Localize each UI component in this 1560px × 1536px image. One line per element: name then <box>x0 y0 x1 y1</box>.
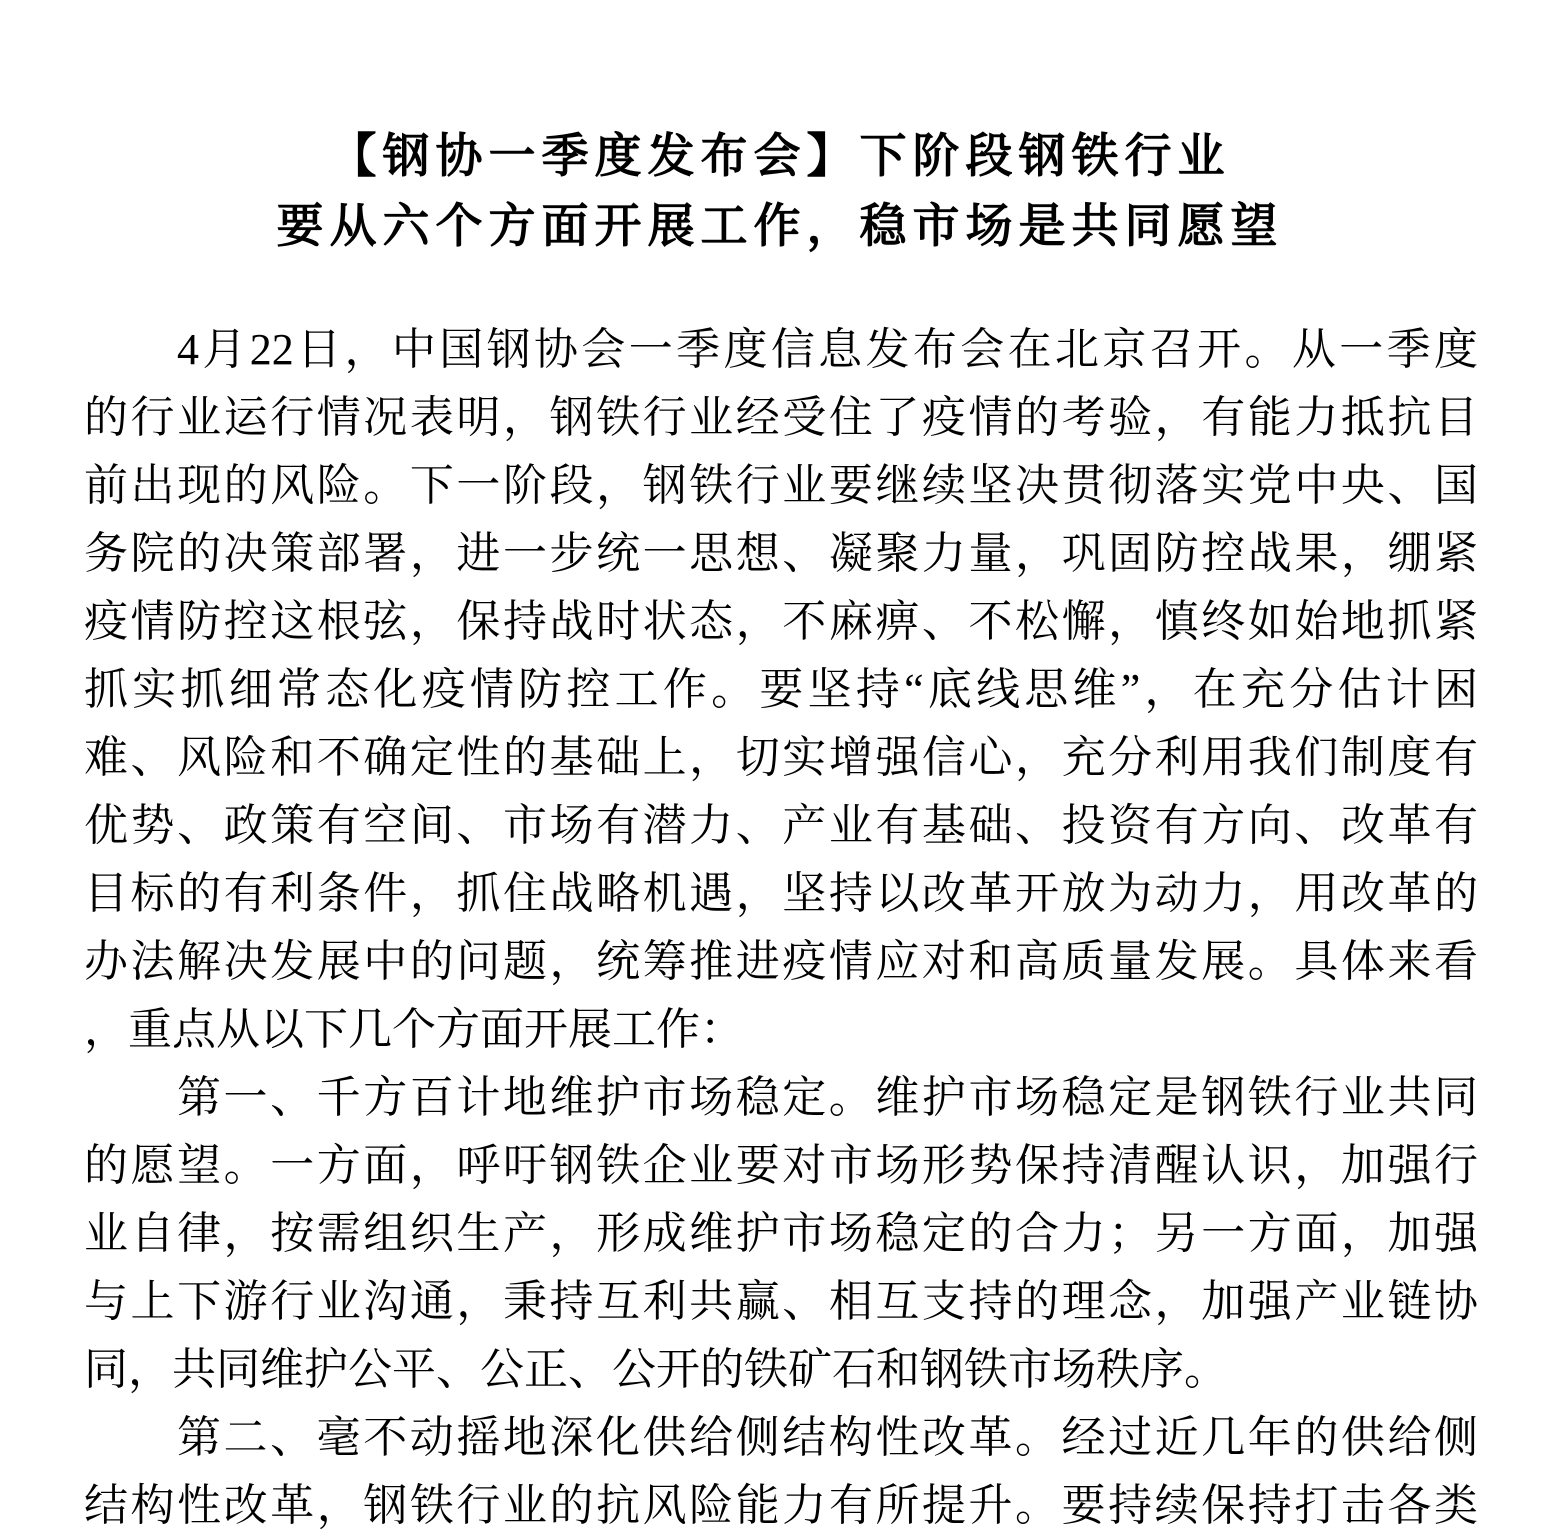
title-line-1: 【钢协一季度发布会】下阶段钢铁行业 <box>329 131 1231 183</box>
text-line: ，重点从以下几个方面开展工作： <box>84 1005 744 1054</box>
document-title <box>0 122 1560 262</box>
text-line: 办法解决发展中的问题，统筹推进疫情应对和高质量发展。具体来看 <box>84 937 1478 986</box>
document-body <box>84 316 1478 1536</box>
text-line: 结构性改革，钢铁行业的抗风险能力有所提升。要持续保持打击各类 <box>84 1481 1478 1530</box>
text-line: 目标的有利条件，抓住战略机遇，坚持以改革开放为动力，用改革的 <box>84 869 1478 918</box>
text-line: 第一、千方百计地维护市场稳定。维护市场稳定是钢铁行业共同 <box>177 1073 1478 1122</box>
text-line: 的行业运行情况表明，钢铁行业经受住了疫情的考验，有能力抵抗目 <box>84 393 1478 442</box>
title-line-2: 要从六个方面开展工作，稳市场是共同愿望 <box>276 201 1284 253</box>
text-line: 难、风险和不确定性的基础上，切实增强信心，充分利用我们制度有 <box>84 733 1478 782</box>
text-line: 的愿望。一方面，呼吁钢铁企业要对市场形势保持清醒认识，加强行 <box>84 1141 1478 1190</box>
text-line: 4月22日，中国钢协会一季度信息发布会在北京召开。从一季度 <box>177 325 1478 374</box>
text-line: 抓实抓细常态化疫情防控工作。要坚持“底线思维”，在充分估计困 <box>84 665 1478 714</box>
text-line: 优势、政策有空间、市场有潜力、产业有基础、投资有方向、改革有 <box>84 801 1478 850</box>
text-line: 第二、毫不动摇地深化供给侧结构性改革。经过近几年的供给侧 <box>177 1413 1478 1462</box>
text-line: 疫情防控这根弦，保持战时状态，不麻痹、不松懈，慎终如始地抓紧 <box>84 597 1478 646</box>
text-line: 与上下游行业沟通，秉持互利共赢、相互支持的理念，加强产业链协 <box>84 1277 1478 1326</box>
text-line: 同，共同维护公平、公正、公开的铁矿石和钢铁市场秩序。 <box>84 1345 1228 1394</box>
text-line: 务院的决策部署，进一步统一思想、凝聚力量，巩固防控战果，绷紧 <box>84 529 1478 578</box>
text-line: 业自律，按需组织生产，形成维护市场稳定的合力；另一方面，加强 <box>84 1209 1478 1258</box>
text-line: 前出现的风险。下一阶段，钢铁行业要继续坚决贯彻落实党中央、国 <box>84 461 1478 510</box>
